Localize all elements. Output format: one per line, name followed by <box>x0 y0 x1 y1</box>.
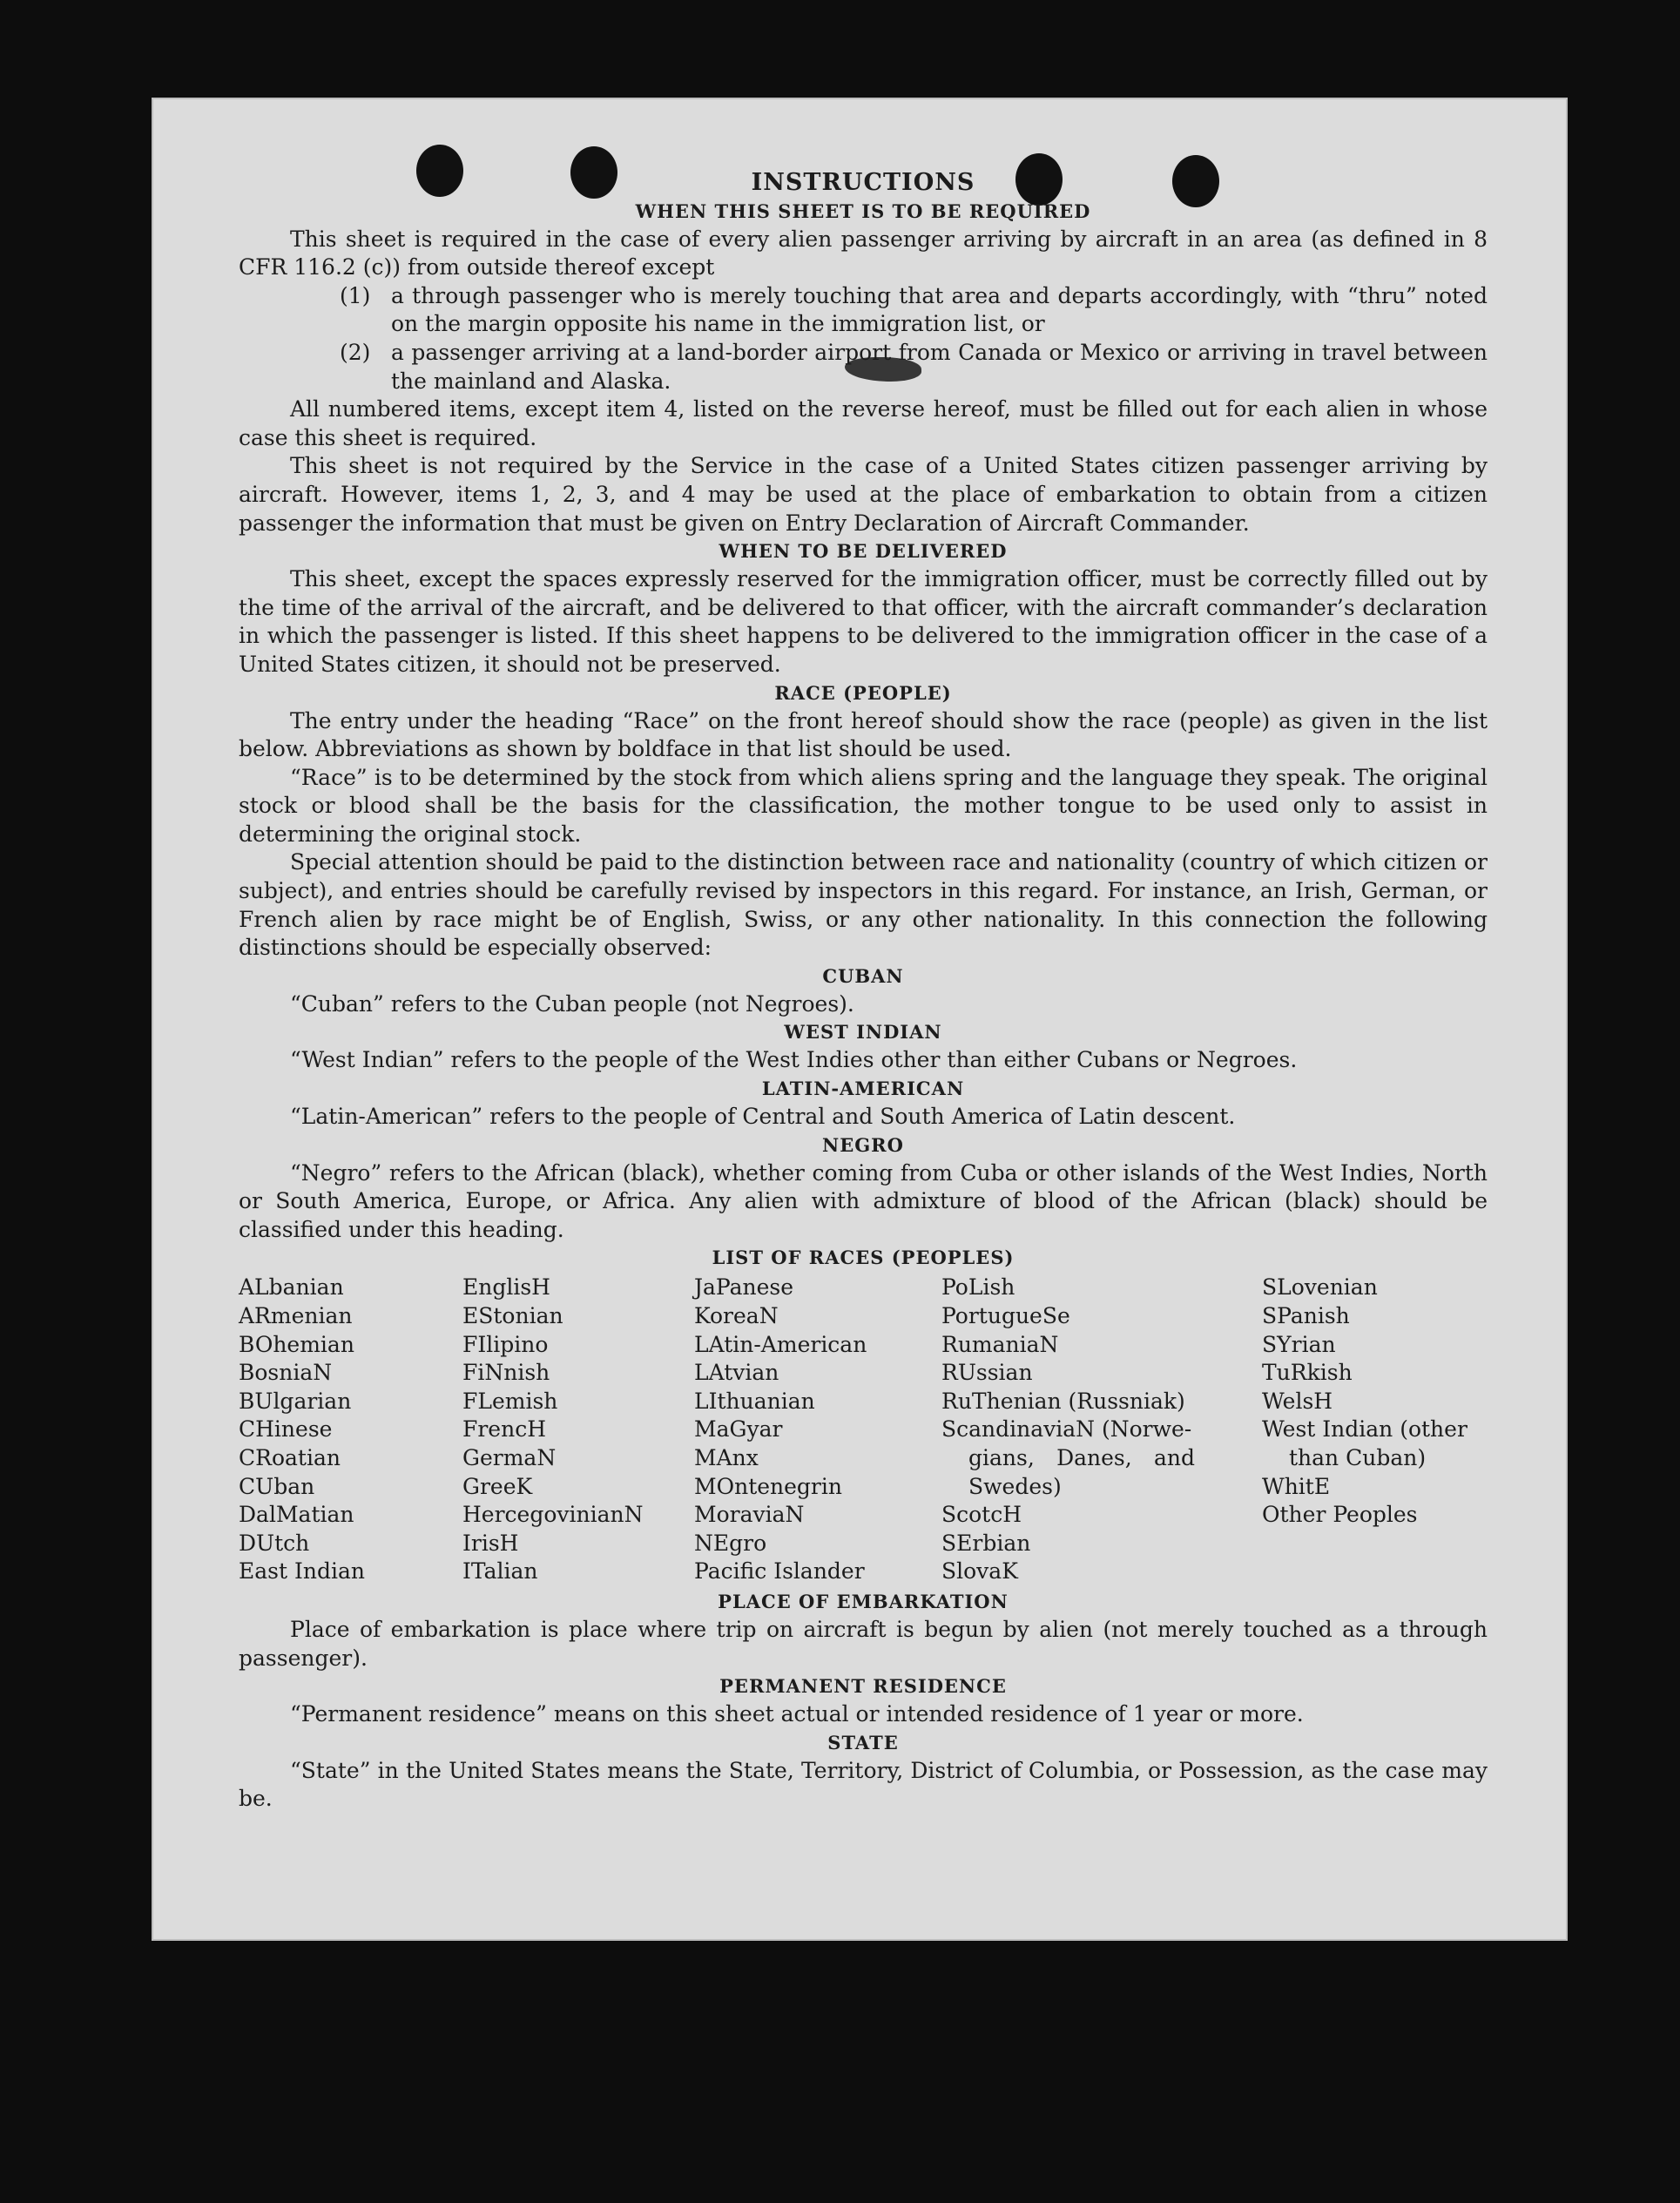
race-entry: JaPanese <box>694 1274 794 1301</box>
race-entry: Other Peoples <box>1262 1502 1418 1528</box>
race-entry: KoreaN <box>694 1303 779 1328</box>
race-entry: ScandinaviaN (Norwe- <box>941 1416 1192 1443</box>
race-entry: SLovenian <box>1262 1274 1378 1301</box>
section-title-negro: NEGRO <box>822 1133 904 1156</box>
race-entry: BosniaN <box>239 1360 333 1386</box>
race-entry: MoraviaN <box>694 1502 805 1528</box>
paragraph: “State” in the United States means the State, Territory, District of Columbia, or Possession, as the case may be. <box>239 1757 1488 1812</box>
list-item <box>239 339 1488 395</box>
paragraph: “West Indian” refers to the people of the West Indies other than either Cubans or Negroes. <box>290 1047 1298 1073</box>
paragraph: “Permanent residence” means on this sheet actual or intended residence of 1 year or more. <box>290 1701 1304 1727</box>
race-entry: LIthuanian <box>694 1388 815 1414</box>
section-title-race: RACE (PEOPLE) <box>774 681 952 704</box>
section-title-list-of-races: LIST OF RACES (PEOPLES) <box>712 1247 1015 1269</box>
paragraph: “Race” is to be determined by the stock from which aliens spring and the language they speak. The original stock or blood shall be the basis for the classification, the mother tongue to be used only to assist in determining the original stock. <box>239 764 1488 847</box>
race-entry: FrencH <box>462 1416 546 1443</box>
race-entry: BUlgarian <box>239 1388 352 1414</box>
race-entry: FiNnish <box>462 1360 550 1386</box>
section-title-latin-american: LATIN-AMERICAN <box>761 1078 965 1100</box>
races-column-3 <box>694 1274 941 1586</box>
instructions-body <box>239 169 1488 1814</box>
race-entry: IrisH <box>462 1530 519 1556</box>
race-entry: DalMatian <box>239 1502 354 1528</box>
race-entry: TuRkish <box>1262 1360 1353 1386</box>
race-entry: EnglisH <box>462 1274 550 1301</box>
race-entry: MAnx <box>694 1444 759 1470</box>
race-entry: PoLish <box>941 1274 1015 1301</box>
race-entry: CUban <box>239 1473 315 1499</box>
paragraph: This sheet, except the spaces expressly reserved for the immigration officer, must be correctly filled out by the time of the arrival of the aircraft, and be delivered to that officer, with the aircraft commander’s declaration in which the passenger is listed. If this sheet happens to be delivered to the immigration officer in the case of a United States citizen, it should not be preserved. <box>239 566 1488 677</box>
race-entry: NEgro <box>694 1530 767 1556</box>
races-column-4 <box>941 1274 1262 1586</box>
race-entry: West Indian (other <box>1262 1416 1467 1443</box>
section-title-embarkation: PLACE OF EMBARKATION <box>718 1590 1009 1612</box>
paragraph: This sheet is not required by the Service in the case of a United States citizen passenger arriving by aircraft. However, items 1, 2, 3, and 4 may be used at the place of embarkation to obtain from a citizen passenger the information that must be given on Entry Declaration of Aircraft Commander. <box>239 453 1488 536</box>
race-entry: WhitE <box>1262 1473 1331 1499</box>
race-entry: FLemish <box>462 1388 558 1414</box>
paragraph: Special attention should be paid to the distinction between race and nationality (country of which citizen or subject), and entries should be carefully revised by inspectors in this regard. For instance, an Irish, German, or French alien by race might be of English, Swiss, or any other nationality. In this connection the following distinctions should be especially observed: <box>239 849 1488 961</box>
paragraph: “Latin-American” refers to the people of Central and South America of Latin descent. <box>290 1104 1236 1130</box>
paragraph: This sheet is required in the case of every alien passenger arriving by aircraft in an area (as defined in 8 CFR 116.2 (c)) from outside thereof except <box>239 226 1488 280</box>
race-entry: CHinese <box>239 1416 333 1443</box>
paragraph: Place of embarkation is place where trip on aircraft is begun by alien (not merely touched as a through passenger). <box>239 1616 1488 1671</box>
section-title-when-delivered: WHEN TO BE DELIVERED <box>719 540 1008 563</box>
race-entry: SPanish <box>1262 1303 1350 1328</box>
paragraph: The entry under the heading “Race” on the front hereof should show the race (people) as given in the list below. Abbreviations as shown by boldface in that list should be used. <box>239 707 1488 762</box>
section-title-state: STATE <box>827 1731 899 1754</box>
races-list <box>239 1274 1488 1586</box>
race-entry: RUssian <box>941 1360 1033 1386</box>
race-entry: SYrian <box>1262 1331 1336 1357</box>
paragraph: “Negro” refers to the African (black), whether coming from Cuba or other islands of the West Indies, North or South America, Europe, or Africa. Any alien with admixture of blood of the African (black) should be classified under this heading. <box>239 1159 1488 1242</box>
race-entry: SlovaK <box>941 1558 1018 1585</box>
section-title-residence: PERMANENT RESIDENCE <box>719 1675 1007 1698</box>
race-entry: ScotcH <box>941 1502 1022 1528</box>
race-entry: ARmenian <box>239 1303 353 1328</box>
race-entry: GermaN <box>462 1444 557 1470</box>
race-entry: EStonian <box>462 1303 563 1328</box>
race-entry: PortugueSe <box>941 1303 1070 1328</box>
section-title-when-required: WHEN THIS SHEET IS TO BE REQUIRED <box>635 199 1091 222</box>
item-text: a through passenger who is merely touching that area and departs accordingly, with “thru” noted on the margin opposite his name in the immigration list, or <box>391 282 1488 337</box>
race-entry: HercegovinianN <box>462 1502 644 1528</box>
race-entry: LAtvian <box>694 1360 779 1386</box>
race-entry: MaGyar <box>694 1416 783 1443</box>
item-number: (2) <box>340 339 371 365</box>
races-column-5 <box>1262 1274 1487 1586</box>
item-text: a passenger arriving at a land-border airport from Canada or Mexico or arriving in travel between the mainland and Alaska. <box>391 339 1488 394</box>
race-entry: WelsH <box>1262 1388 1333 1414</box>
race-entry: FIlipino <box>462 1331 549 1357</box>
race-entry: CRoatian <box>239 1444 341 1470</box>
races-column-1 <box>239 1274 462 1586</box>
item-number: (1) <box>340 282 371 308</box>
race-entry: East Indian <box>239 1558 365 1585</box>
document-page <box>152 98 1568 1941</box>
race-entry: Pacific Islander <box>694 1558 865 1585</box>
race-entry: ITalian <box>462 1558 538 1585</box>
race-entry: RumaniaN <box>941 1331 1059 1357</box>
race-entry: RuThenian (Russniak) <box>941 1388 1185 1414</box>
paragraph: “Cuban” refers to the Cuban people (not Negroes). <box>290 990 854 1017</box>
race-entry: DUtch <box>239 1530 310 1556</box>
race-entry: Swedes) <box>968 1473 1062 1499</box>
paragraph: All numbered items, except item 4, listed on the reverse hereof, must be filled out for each alien in whose case this sheet is required. <box>239 396 1488 450</box>
race-entry: GreeK <box>462 1473 533 1499</box>
race-entry: SErbian <box>941 1530 1031 1556</box>
list-item <box>239 282 1488 339</box>
race-entry: MOntenegrin <box>694 1473 842 1499</box>
section-title-cuban: CUBAN <box>822 964 904 987</box>
race-entry: ALbanian <box>239 1274 344 1301</box>
race-entry: BOhemian <box>239 1331 354 1357</box>
page-title: INSTRUCTIONS <box>751 169 975 196</box>
race-entry: than Cuban) <box>1289 1444 1427 1470</box>
races-column-2 <box>462 1274 694 1586</box>
race-entry: gians, Danes, and <box>968 1444 1195 1470</box>
section-title-west-indian: WEST INDIAN <box>784 1021 942 1044</box>
race-entry: LAtin-American <box>694 1331 867 1357</box>
